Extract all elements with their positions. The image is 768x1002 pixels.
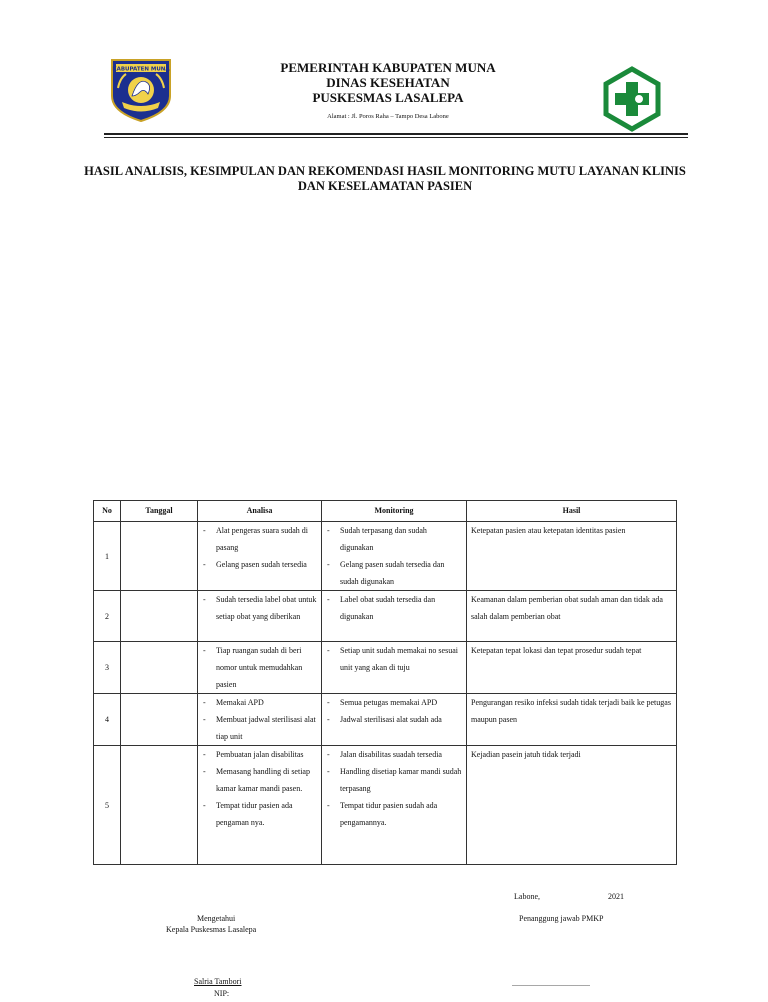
signature-year: 2021 (608, 892, 624, 901)
row-number: 1 (94, 522, 121, 591)
monitoring-item: - Setiap unit sudah memakai no sesuai unit yang akan di tuju (327, 642, 462, 676)
row-monitoring (322, 591, 467, 642)
signature-pic-name-blank: ....................................... (512, 979, 590, 988)
header-address: Alamat : Jl. Poros Raha – Tampo Desa Labone (327, 113, 449, 120)
document-title-line-2: DAN KESELAMATAN PASIEN (297, 179, 473, 193)
column-header-analisa: Analisa (198, 501, 322, 522)
header-line-department: DINAS KESEHATAN (326, 75, 450, 90)
monitoring-item: - Jadwal sterilisasi alat sudah ada (327, 711, 462, 728)
row-date (121, 694, 198, 746)
table-row (94, 694, 677, 746)
monitoring-item: - Semua petugas memakai APD (327, 694, 462, 711)
analysis-item: - Tiap ruangan sudah di beri nomor untuk memudahkan pasien (203, 642, 317, 693)
analysis-item: - Memasang handling di setiap kamar kamar mandi pasen. (203, 763, 317, 797)
row-result: Ketepatan tepat lokasi dan tepat prosedur sudah tepat (467, 642, 677, 694)
row-date (121, 642, 198, 694)
table-row (94, 746, 677, 865)
puskesmas-green-cross-logo-icon (601, 66, 663, 132)
header-divider-thick (104, 133, 688, 135)
analysis-item: - Membuat jadwal sterilisasi alat tiap unit (203, 711, 317, 745)
analysis-item: - Memakai APD (203, 694, 317, 711)
row-monitoring (322, 746, 467, 865)
analysis-item: - Alat pengeras suara sudah di pasang (203, 522, 317, 556)
row-monitoring (322, 694, 467, 746)
column-header-no: No (94, 501, 121, 522)
table-row (94, 522, 677, 591)
document-title-line-1: HASIL ANALISIS, KESIMPULAN DAN REKOMENDASI HASIL MONITORING MUTU LAYANAN KLINIS (84, 164, 686, 178)
row-number: 3 (94, 642, 121, 694)
table-row (94, 591, 677, 642)
table-row (94, 642, 677, 694)
row-analysis (198, 522, 322, 591)
analysis-item: - Pembuatan jalan disabilitas (203, 746, 317, 763)
column-header-tanggal: Tanggal (121, 501, 198, 522)
row-number: 5 (94, 746, 121, 865)
header-line-puskesmas: PUSKESMAS LASALEPA (312, 90, 464, 105)
row-number: 2 (94, 591, 121, 642)
kabupaten-muna-emblem-icon (108, 58, 174, 122)
signature-pic-title: Penanggung jawab PMKP (519, 914, 604, 923)
row-result: Keamanan dalam pemberian obat sudah aman dan tidak ada salah dalam pemberian obat (467, 591, 677, 642)
signature-nip: NIP: (214, 989, 230, 998)
monitoring-item: - Sudah terpasang dan sudah digunakan (327, 522, 462, 556)
signature-place-date: Labone, (514, 892, 540, 901)
row-monitoring (322, 522, 467, 591)
row-number: 4 (94, 694, 121, 746)
row-date (121, 522, 198, 591)
svg-text:KABUPATEN MUNA: KABUPATEN MUNA (112, 66, 170, 73)
signature-head-name: Salria Tambori (194, 977, 242, 986)
row-monitoring (322, 642, 467, 694)
row-result: Kejadian pasein jatuh tidak terjadi (467, 746, 677, 865)
row-date (121, 591, 198, 642)
monitoring-item: - Tempat tidur pasien sudah ada pengamannya. (327, 797, 462, 831)
header-divider-thin (104, 137, 688, 138)
monitoring-table (93, 500, 677, 865)
monitoring-item: - Handling disetiap kamar mandi sudah terpasang (327, 763, 462, 797)
column-header-hasil: Hasil (467, 501, 677, 522)
analysis-item: - Tempat tidur pasien ada pengaman nya. (203, 797, 317, 831)
monitoring-item: - Jalan disabilitas suadah tersedia (327, 746, 462, 763)
monitoring-item: - Gelang pasen sudah tersedia dan sudah digunakan (327, 556, 462, 590)
table-header-row (94, 501, 677, 522)
signature-acknowledged: Mengetahui (197, 914, 236, 923)
row-result: Ketepatan pasien atau ketepatan identitas pasien (467, 522, 677, 591)
row-date (121, 746, 198, 865)
signature-head-title: Kepala Puskesmas Lasalepa (166, 925, 257, 934)
document-title (40, 164, 730, 194)
analysis-item: - Sudah tersedia label obat untuk setiap obat yang diberikan (203, 591, 317, 625)
column-header-monitoring: Monitoring (322, 501, 467, 522)
header-line-government: PEMERINTAH KABUPATEN MUNA (280, 60, 496, 75)
row-analysis (198, 746, 322, 865)
row-analysis (198, 591, 322, 642)
row-analysis (198, 642, 322, 694)
analysis-item: - Gelang pasen sudah tersedia (203, 556, 317, 573)
monitoring-item: - Label obat sudah tersedia dan digunakan (327, 591, 462, 625)
row-result: Pengurangan resiko infeksi sudah tidak terjadi baik ke petugas maupun pasen (467, 694, 677, 746)
row-analysis (198, 694, 322, 746)
